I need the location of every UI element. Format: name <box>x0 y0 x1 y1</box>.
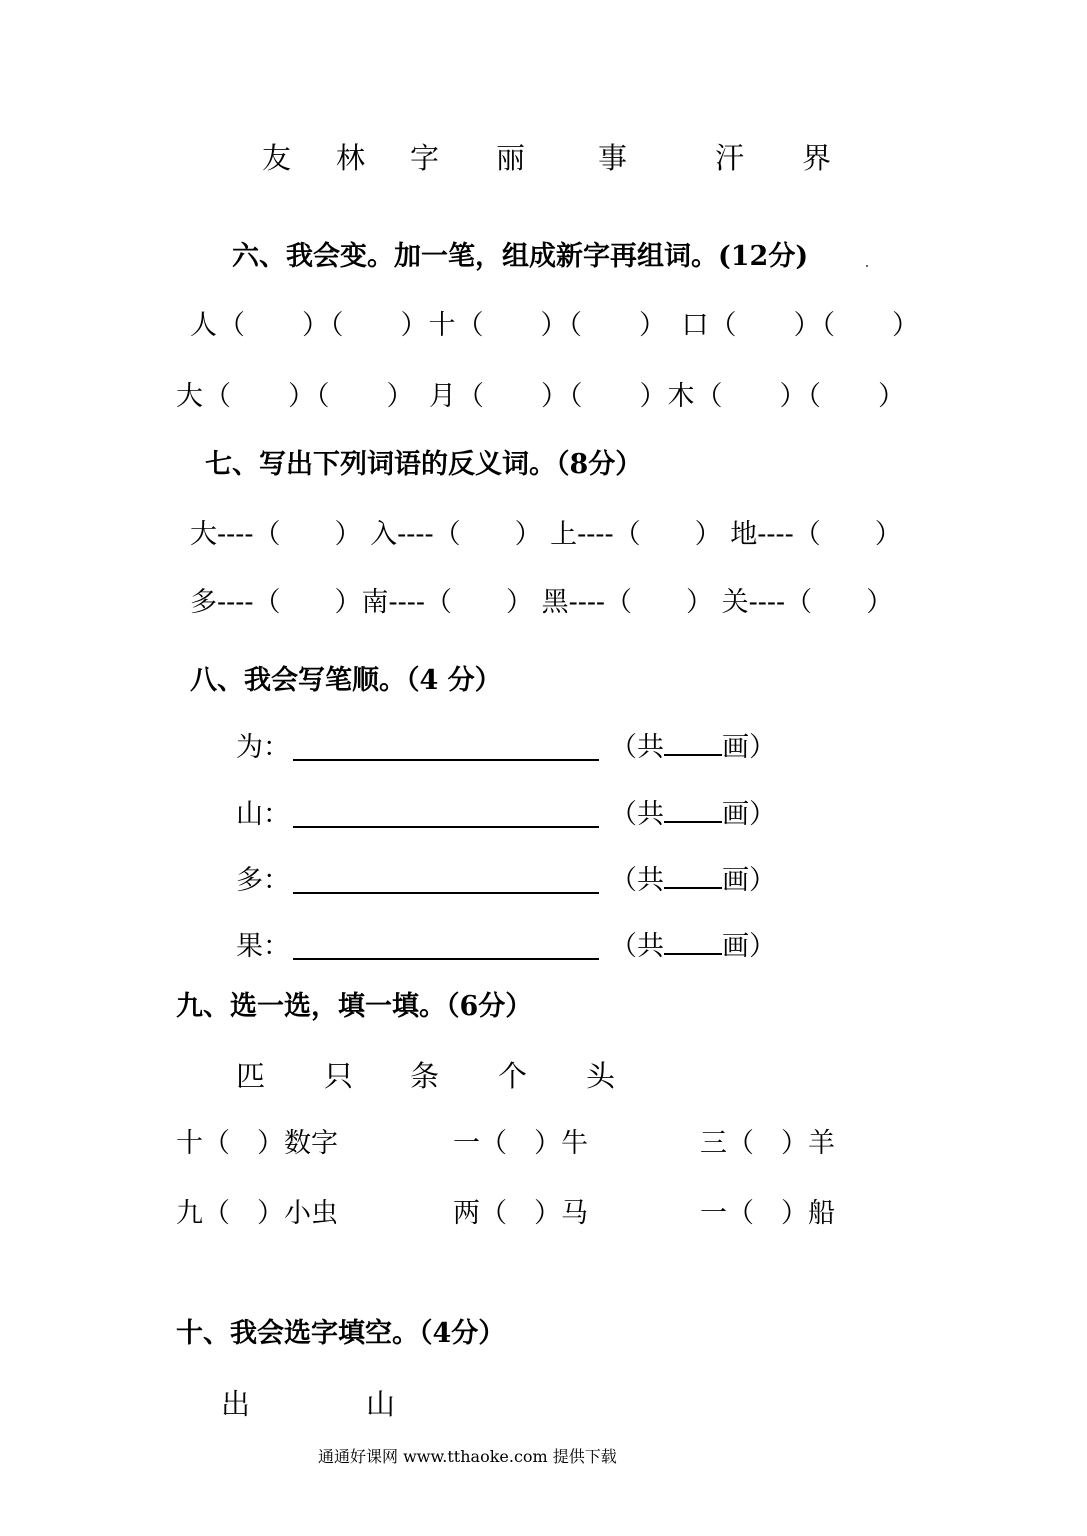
stroke-count <box>610 734 776 761</box>
measure-word-option: 个 <box>498 1059 528 1093</box>
stroke-count-blank[interactable] <box>664 867 722 889</box>
section7-heading: 七、写出下列词语的反义词。（8分） <box>205 449 643 480</box>
section7-row1: 大----（ ） 入----（ ） 上----（ ） 地----（ ） <box>190 519 902 550</box>
fill-item: 一（ ）牛 <box>453 1128 588 1159</box>
top-char: 丽 <box>496 141 526 175</box>
section7-row2: 多----（ ）南----（ ） 黑----（ ） 关----（ ） <box>190 587 894 618</box>
top-char: 界 <box>802 141 832 175</box>
stroke-count-prefix: （共 <box>610 865 664 896</box>
stroke-order-blank[interactable] <box>293 958 599 960</box>
section6-heading: 六、我会变。加一笔，组成新字再组词。(12分) <box>232 241 809 272</box>
stroke-item-label: 为： <box>236 732 290 763</box>
top-char: 林 <box>336 141 366 175</box>
measure-word-option: 头 <box>586 1059 616 1093</box>
stroke-count-prefix: （共 <box>610 799 664 830</box>
stroke-order-blank[interactable] <box>293 826 599 828</box>
fill-item: 两（ ）马 <box>453 1198 588 1229</box>
char-option: 山 <box>366 1387 396 1421</box>
stroke-count-blank[interactable] <box>664 933 722 955</box>
stroke-count-suffix: 画） <box>722 865 776 896</box>
fill-item: 三（ ）羊 <box>700 1128 835 1159</box>
measure-word-option: 只 <box>324 1059 354 1093</box>
stroke-count-suffix: 画） <box>722 732 776 763</box>
stroke-count-suffix: 画） <box>722 799 776 830</box>
stroke-item-label: 多： <box>236 865 290 896</box>
stroke-order-blank[interactable] <box>293 759 599 761</box>
top-char: 汗 <box>715 141 745 175</box>
stroke-count <box>610 867 776 894</box>
fill-item: 九（ ）小虫 <box>176 1198 338 1229</box>
measure-word-option: 条 <box>410 1059 440 1093</box>
char-option: 出 <box>221 1387 251 1421</box>
top-char: 字 <box>410 141 440 175</box>
section6-row1: 人（ ）（ ）十（ ）（ ） 口（ ）（ ） <box>190 310 920 341</box>
footer-credit: 通通好课网 www.tthaoke.com 提供下载 <box>318 1447 617 1466</box>
stroke-count <box>610 801 776 828</box>
stroke-count-prefix: （共 <box>610 732 664 763</box>
top-char: 友 <box>262 141 292 175</box>
section10-heading: 十、我会选字填空。（4分） <box>176 1318 506 1349</box>
stroke-count <box>610 933 776 960</box>
stroke-count-prefix: （共 <box>610 931 664 962</box>
top-char: 事 <box>598 141 628 175</box>
scan-speck <box>866 265 868 267</box>
stroke-order-blank[interactable] <box>293 892 599 894</box>
stroke-count-blank[interactable] <box>664 734 722 756</box>
section9-heading: 九、选一选，填一填。（6分） <box>176 991 533 1022</box>
section6-row2: 大（ ）（ ） 月（ ）（ ）木（ ）（ ） <box>176 381 906 412</box>
stroke-count-blank[interactable] <box>664 801 722 823</box>
measure-word-option: 匹 <box>236 1059 266 1093</box>
section8-heading: 八、我会写笔顺。（4 分） <box>190 665 502 696</box>
stroke-count-suffix: 画） <box>722 931 776 962</box>
fill-item: 一（ ）船 <box>700 1198 835 1229</box>
fill-item: 十（ ）数字 <box>176 1128 338 1159</box>
stroke-item-label: 山： <box>236 799 290 830</box>
stroke-item-label: 果： <box>236 931 290 962</box>
